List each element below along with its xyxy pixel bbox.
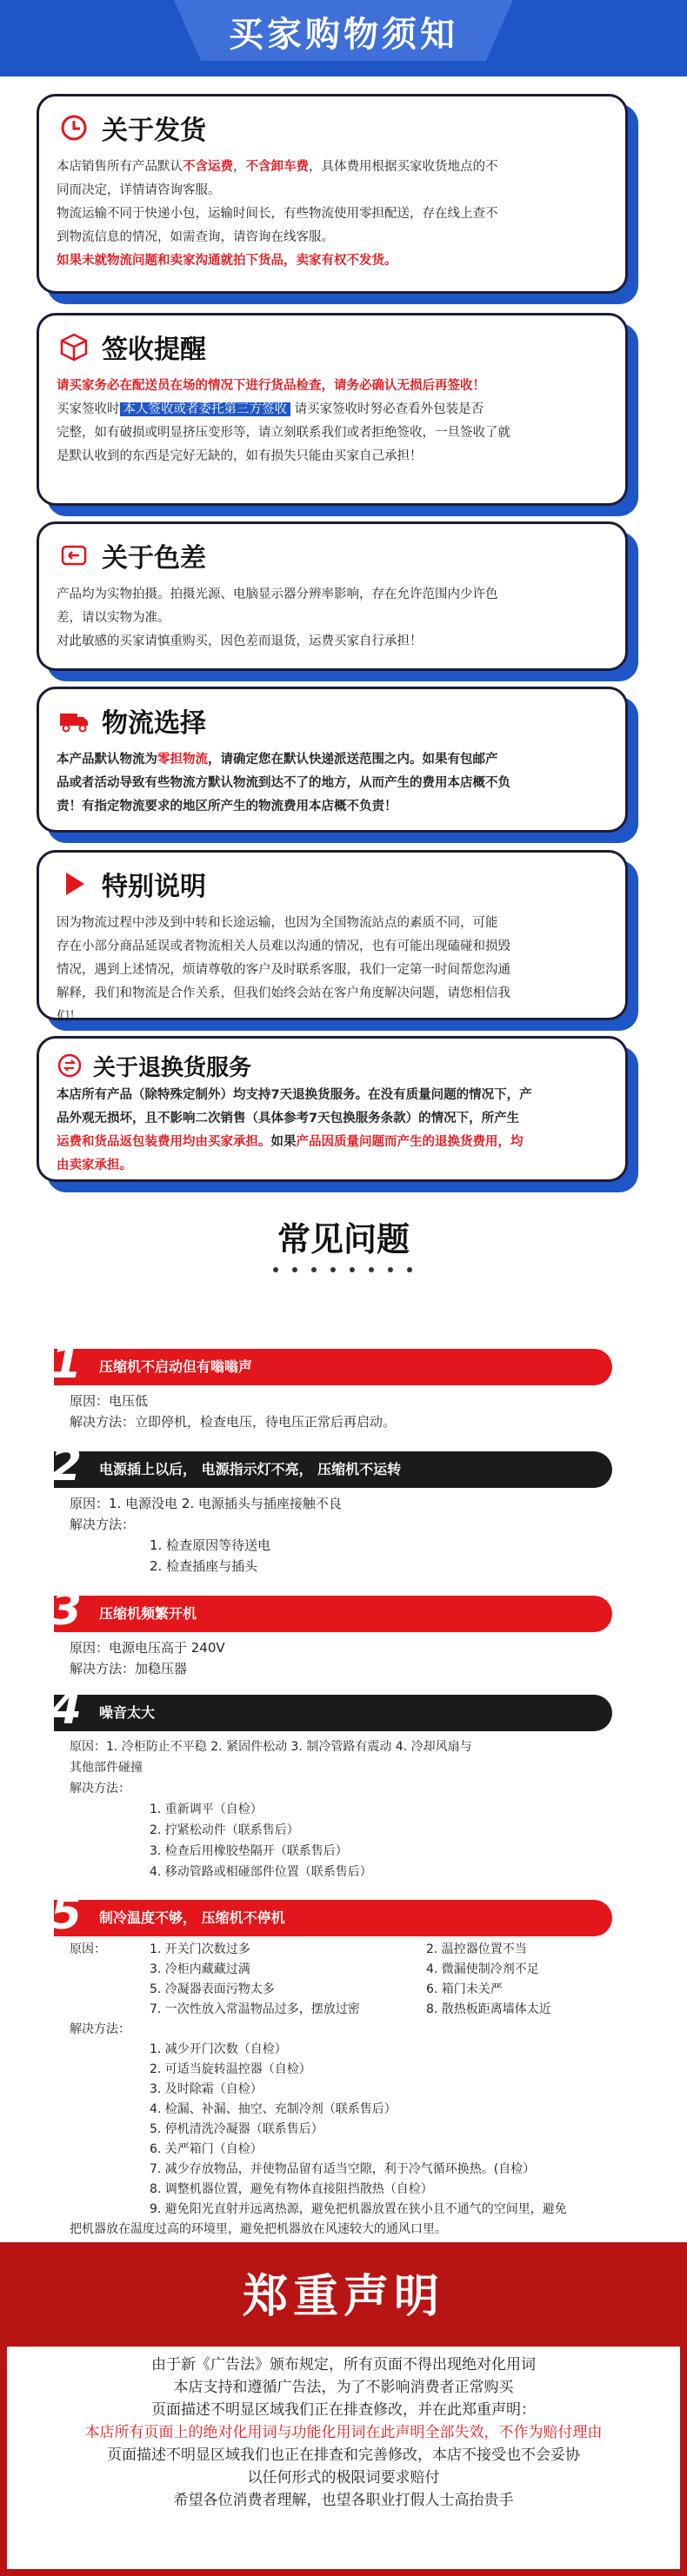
faq-question-2 [50, 1439, 612, 1491]
faq-question-text: 制冷温度不够， 压缩机不停机 [99, 1909, 285, 1926]
truck-icon [57, 703, 91, 738]
logistics-text: 品或者活动导致有些物流方默认物流到达不了的地方，从而产生的费用本店概不负 [57, 776, 510, 790]
declaration-title: 郑重声明 [242, 2271, 444, 2323]
declaration-line: 希望各位消费者理解，也望各职业打假人士高抬贵手 [173, 2492, 514, 2509]
faq-cause: 1. 开关门次数过多 [150, 1942, 250, 1956]
returns-text: 品外观无损坏，且不影响二次销售（具体参考7天包换服务条款）的情况下，所产生 [57, 1112, 520, 1125]
faq-answer-line: 解决方法：立即停机，检查电压，待电压正常后再启动。 [70, 1414, 397, 1430]
color-card [37, 521, 628, 671]
logistics-text: 本产品默认物流为 [57, 753, 157, 767]
faq-answer-line: 原因：电源电压高于 240V [70, 1640, 225, 1656]
declaration-line: 页面描述不明显区域我们也正在排查和完善修改，本店不接受也不会妥协 [107, 2447, 580, 2464]
faq-answer-line: 3. 检查后用橡胶垫隔开（联系售后） [150, 1844, 348, 1858]
declaration-band [0, 2242, 687, 2347]
return-arrow-icon [57, 538, 91, 573]
shipping-title: 关于发货 [102, 116, 206, 146]
special-text: 情况，遇到上述情况，烦请尊敬的客户及时联系客服，我们一定第一时间帮您沟通 [57, 963, 510, 977]
declaration-section [0, 2242, 687, 2576]
faq-answer-line: 2. 检查插座与插头 [150, 1558, 258, 1574]
color-text: 产品均为实物拍摄。拍摄光源、电脑显示器分辨率影响，存在允许范围内少许色 [57, 588, 498, 601]
no-shipping-fee: 不含运费 [183, 160, 233, 174]
shipping-text: 到物流信息的情况，如需查询，请咨询在线客服。 [57, 230, 334, 244]
shipping-text: 物流运输不同于快递小包，运输时间长，有些物流使用零担配送，存在线上查不 [57, 207, 498, 221]
faq-cause: 4. 微漏使制冷剂不足 [426, 1962, 539, 1976]
signature-highlight: 本人签收或者委托第三方签收 [120, 402, 291, 416]
receipt-card [37, 313, 628, 506]
package-icon [57, 329, 91, 364]
declaration-line: 本店支持和遵循广告法，为了不影响消费者正常购买 [173, 2379, 514, 2396]
special-text: 们！ [57, 1010, 82, 1024]
faq-cause: 2. 温控器位置不当 [426, 1942, 527, 1956]
faq-number: 3 [50, 1583, 83, 1636]
receipt-text: 完整，如有破损或明显挤压变形等，请立刻联系我们或者拒绝签收，一旦签收了就 [57, 426, 510, 440]
faq-question-1 [50, 1337, 612, 1389]
returns-text: 如果 [270, 1135, 297, 1149]
declaration-line: 由于新《广告法》颁布规定，所有页面不得出现绝对化用词 [151, 2356, 536, 2374]
faq-cause: 5. 冷凝器表面污物太多 [150, 1982, 275, 1996]
faq-title: 常见问题 [277, 1220, 410, 1258]
special-title: 特别说明 [102, 872, 206, 902]
special-text: 存在小部分商品延误或者物流相关人员难以沟通的情况，也有可能出现磕碰和损毁 [57, 939, 510, 953]
faq-answer-3 [70, 1637, 626, 1679]
faq-answer-line: 4. 移动管路或相碰部件位置（联系售后） [150, 1865, 372, 1879]
faq-question-text: 压缩机频繁开机 [99, 1605, 197, 1622]
returns-card [37, 1036, 628, 1182]
clock-icon [57, 110, 91, 145]
faq-answer-line: 1. 重新调平（自检） [150, 1803, 263, 1816]
faq-answer-line: 2. 拧紧松动件（联系售后） [150, 1823, 299, 1837]
faq-divider [273, 1267, 412, 1272]
faq-answer-1 [70, 1391, 626, 1432]
special-card [37, 850, 628, 1024]
shipping-text: ，具体费用根据买家收货地点的不 [309, 160, 498, 174]
returns-seller-cost: 产品因质量问题而产生的退换货费用，均 [296, 1135, 524, 1149]
faq-number: 1 [50, 1337, 83, 1389]
faq-question-3 [50, 1583, 612, 1636]
shipping-text: 本店销售所有产品默认 [57, 160, 183, 174]
faq-question-text: 噪音太大 [99, 1704, 156, 1721]
faq-question-5 [50, 1888, 612, 1940]
declaration-line-warning: 本店所有页面上的绝对化用词与功能化用词在此声明全部失效，不作为赔付理由 [84, 2424, 603, 2441]
color-title: 关于色差 [102, 543, 206, 574]
header-banner [0, 0, 687, 76]
logistics-title: 物流选择 [102, 708, 206, 739]
faq-solution: 1. 减少开门次数（自检） [150, 2042, 287, 2056]
special-text: 因为物流过程中涉及到中转和长途运输，也因为全国物流站点的素质不同，可能 [57, 916, 498, 930]
exchange-icon [57, 1052, 83, 1079]
returns-title: 关于退换货服务 [93, 1054, 252, 1081]
play-triangle-icon [57, 866, 91, 901]
receipt-text: 是默认收到的东西是完好无缺的，如有损失只能由买家自己承担！ [57, 449, 423, 463]
logistics-card [37, 687, 628, 833]
declaration-line: 以任何形式的极限词要求赔付 [247, 2469, 440, 2486]
faq-solution: 6. 关严箱门（自检） [150, 2142, 263, 2156]
faq-solution: 9. 避免阳光直射并远离热源，避免把机器放置在狭小且不通气的空间里，避免 [150, 2202, 567, 2216]
faq-solution: 把机器放在温度过高的环境里，避免把机器放在风速较大的通风口里。 [70, 2222, 447, 2236]
faq-solution: 8. 调整机器位置，避免有物体直接阻挡散热（自检） [150, 2182, 433, 2196]
faq-answer-line: 1. 检查原因等待送电 [150, 1537, 271, 1553]
returns-buyer-cost: 运费和货品返包装费用均由买家承担。 [57, 1135, 271, 1149]
faq-question-4 [50, 1683, 612, 1735]
shipping-text: 同而决定，详情请咨询客服。 [57, 183, 221, 197]
returns-seller-cost: 由卖家承担。 [57, 1159, 132, 1172]
faq-answer-line: 原因：电压低 [70, 1393, 149, 1409]
receipt-title: 签收提醒 [102, 335, 206, 365]
receipt-warning: 请买家务必在配送员在场的情况下进行货品检查，请务必确认无损后再签收！ [57, 379, 485, 393]
page-title: 买家购物须知 [229, 15, 458, 55]
color-text: 对此敏感的买家请慎重购买，因色差而退货，运费买家自行承担！ [57, 634, 423, 648]
faq-cause: 8. 散热板距离墙体太近 [426, 2002, 551, 2016]
faq-answer-line: 原因：1. 电源没电 2. 电源插头与插座接触不良 [70, 1496, 342, 1511]
faq-answer-line: 其他部件碰撞 [70, 1761, 143, 1775]
logistics-text: 责！有指定物流要求的地区所产生的物流费用本店概不负责！ [57, 800, 397, 813]
faq-solution: 2. 可适当旋转温控器（自检） [150, 2062, 311, 2076]
faq-answer-4 [70, 1736, 626, 1882]
faq-answer-line: 原因： [70, 1942, 106, 1956]
faq-number: 5 [50, 1888, 83, 1940]
no-unloading-fee: 不含卸车费 [245, 160, 309, 174]
ltl-freight: 零担物流 [157, 753, 208, 767]
faq-number: 4 [50, 1683, 83, 1735]
shipping-warning: 如果未就物流问题和卖家沟通就拍下货品，卖家有权不发货。 [57, 254, 397, 268]
color-text: 差，请以实物为准。 [57, 611, 170, 625]
faq-solution: 5. 停机清洗冷凝器（联系售后） [150, 2122, 323, 2136]
faq-solution: 7. 减少存放物品，并使物品留有适当空隙，利于冷气循环换热。(自检） [150, 2162, 536, 2176]
faq-answer-line: 解决方法： [70, 1782, 130, 1796]
faq-answer-line: 原因：1. 冷柜防止不平稳 2. 紧固件松动 3. 制冷管路有震动 4. 冷却风扇与 [70, 1740, 472, 1754]
logistics-text: ，请确定您在默认快递派送范围之内。如果有包邮产 [208, 753, 498, 767]
receipt-text: 买家签收时 [57, 402, 120, 416]
faq-question-text: 压缩机不启动但有嗡嗡声 [99, 1358, 253, 1375]
receipt-text: 请买家签收时努必查看外包装是否 [294, 402, 484, 416]
faq-solution: 3. 及时除霜（自检） [150, 2082, 263, 2096]
faq-cause: 3. 冷柜内藏藏过满 [150, 1962, 250, 1976]
special-text: 解释，我们和物流是合作关系，但我们始终会站在客户角度解决问题，请您相信我 [57, 986, 510, 1000]
shipping-card [37, 94, 628, 294]
faq-solution: 4. 检漏、补漏、抽空、充制冷剂（联系售后） [150, 2102, 397, 2116]
faq-answer-line: 解决方法： [70, 1517, 136, 1532]
declaration-line: 页面描述不明显区域我们正在排查修改，并在此郑重声明： [151, 2401, 536, 2419]
faq-cause: 6. 箱门未关严 [426, 1982, 503, 1996]
faq-answer-line: 解决方法：加稳压器 [70, 1661, 188, 1676]
faq-answer-2 [70, 1493, 626, 1577]
returns-text: 本店所有产品（除特殊定制外）均支持7天退换货服务。在没有质量问题的情况下，产 [57, 1088, 532, 1102]
faq-answer-line: 解决方法： [70, 2022, 130, 2036]
shipping-text: ， [233, 160, 246, 174]
faq-cause: 7. 一次性放入常温物品过多，摆放过密 [150, 2002, 360, 2016]
faq-question-text: 电源插上以后， 电源指示灯不亮， 压缩机不运转 [99, 1461, 402, 1477]
faq-number: 2 [50, 1439, 83, 1491]
faq-answer-5 [70, 1940, 626, 2240]
